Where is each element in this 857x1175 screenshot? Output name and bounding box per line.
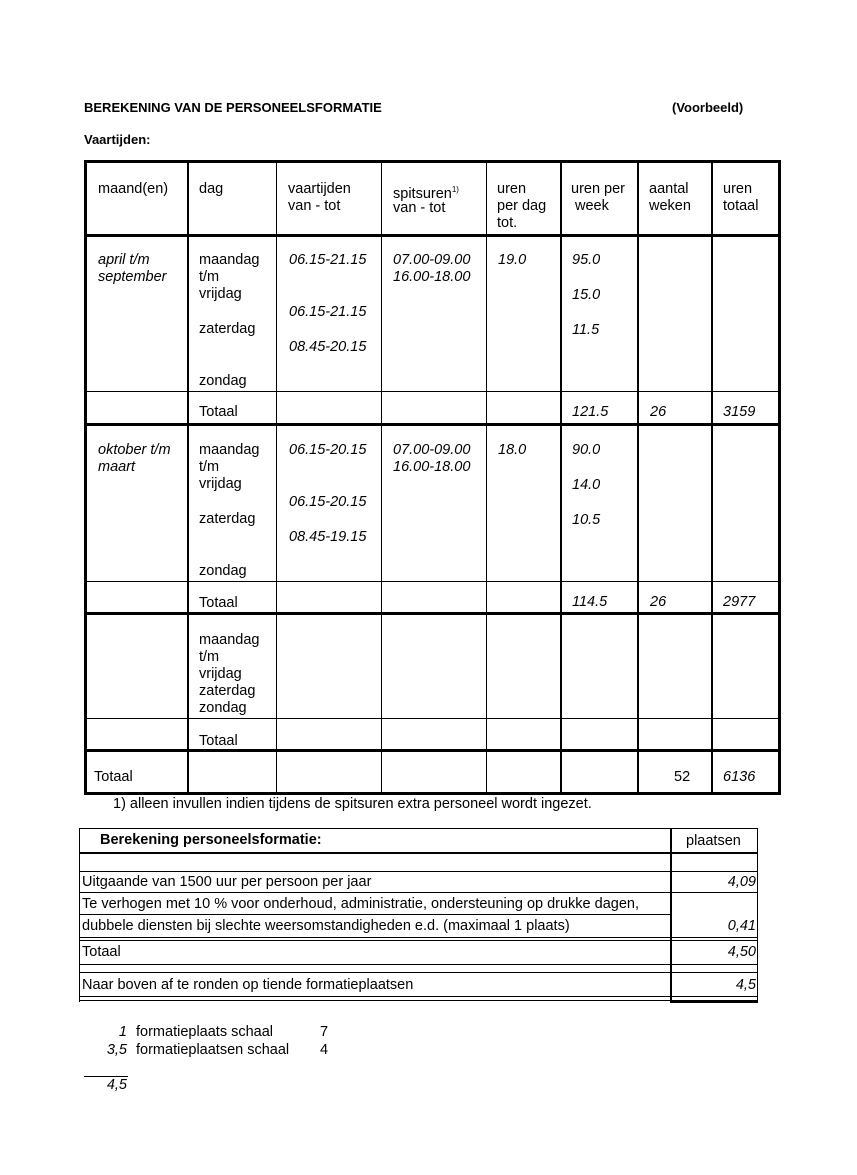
block3-days: maandag t/m vrijdag zaterdag zondag xyxy=(199,632,260,716)
breakdown-scale: 7 xyxy=(320,1024,329,1040)
calc-row-label: Te verhogen met 10 % voor onderhoud, administratie, ondersteuning op drukke dagen, xyxy=(82,896,639,912)
page-title: BEREKENING VAN DE PERSONEELSFORMATIE xyxy=(84,100,382,115)
col-header-total: uren totaal xyxy=(723,181,759,214)
breakdown-count: 1 xyxy=(118,1024,127,1040)
block2-months: oktober t/m maart xyxy=(98,442,171,475)
col-header-peak: spitsuren$^{1)}$ van - tot xyxy=(393,185,459,216)
block2-peak: 07.00-09.00 16.00-18.00 xyxy=(393,442,471,475)
calc-row-label: Totaal xyxy=(82,944,121,960)
block3-total-label: Totaal xyxy=(199,733,238,749)
places-header: plaatsen xyxy=(686,833,741,849)
block1-sum-week: 121.5 xyxy=(572,404,609,420)
block2-total-label: Totaal xyxy=(199,595,238,611)
grand-total-hours: 6136 xyxy=(723,769,756,785)
block2-total-hours: 2977 xyxy=(723,594,756,610)
col-header-day: dag xyxy=(199,181,224,197)
block1-total-hours: 3159 xyxy=(723,404,756,420)
breakdown-sum: 4,5 xyxy=(106,1077,127,1093)
col-header-weeks: aantal weken xyxy=(649,181,691,214)
section-subtitle: Vaartijden: xyxy=(84,132,151,147)
calc-row-label: dubbele diensten bij slechte weersomstandigheden e.d. (maximaal 1 plaats) xyxy=(82,918,570,934)
block2-weeks: 26 xyxy=(650,594,667,610)
block1-months: april t/m september xyxy=(98,252,167,285)
example-label: (Voorbeeld) xyxy=(672,100,744,115)
grand-weeks: 52 xyxy=(674,769,691,785)
calc-row-value: 4,5 xyxy=(735,977,756,993)
block1-total-label: Totaal xyxy=(199,404,238,420)
block1-weeks: 26 xyxy=(650,404,667,420)
block2-hours-per-day: 18.0 xyxy=(498,442,527,458)
block1-times: 06.15-21.15 06.15-21.15 08.45-20.15 xyxy=(289,252,367,355)
footnote: 1) alleen invullen indien tijdens de spitsuren extra personeel wordt ingezet. xyxy=(113,796,592,812)
breakdown-count: 3,5 xyxy=(106,1042,127,1058)
col-header-hours-per-day: uren per dag tot. xyxy=(497,181,547,231)
block1-peak: 07.00-09.00 16.00-18.00 xyxy=(393,252,471,285)
calc-header: Berekening personeelsformatie: xyxy=(100,832,322,848)
block2-hours-week: 90.0 14.0 10.5 xyxy=(572,442,601,528)
col-header-hours-per-week: uren per week xyxy=(571,181,626,214)
breakdown-label: formatieplaatsen schaal xyxy=(136,1042,290,1058)
breakdown-scale: 4 xyxy=(320,1042,329,1058)
calc-row-value: 4,50 xyxy=(727,944,756,960)
block2-days: maandag t/m vrijdag zaterdag zondag xyxy=(199,442,260,579)
calc-row-value: 0,41 xyxy=(727,918,756,934)
block2-sum-week: 114.5 xyxy=(572,594,608,610)
breakdown-label: formatieplaats schaal xyxy=(136,1024,274,1040)
calc-row-label: Naar boven af te ronden op tiende formatieplaatsen xyxy=(82,977,414,993)
block2-times: 06.15-20.15 06.15-20.15 08.45-19.15 xyxy=(289,442,367,545)
col-header-times: vaartijden van - tot xyxy=(288,181,351,214)
block1-hours-week: 95.0 15.0 11.5 xyxy=(572,252,601,338)
calc-row-label: Uitgaande van 1500 uur per persoon per jaar xyxy=(82,874,372,890)
grand-total-label: Totaal xyxy=(94,769,133,785)
block1-days: maandag t/m vrijdag zaterdag zondag xyxy=(199,252,260,389)
block1-hours-per-day: 19.0 xyxy=(498,252,527,268)
col-header-months: maand(en) xyxy=(98,181,169,197)
calc-row-value: 4,09 xyxy=(727,874,756,890)
